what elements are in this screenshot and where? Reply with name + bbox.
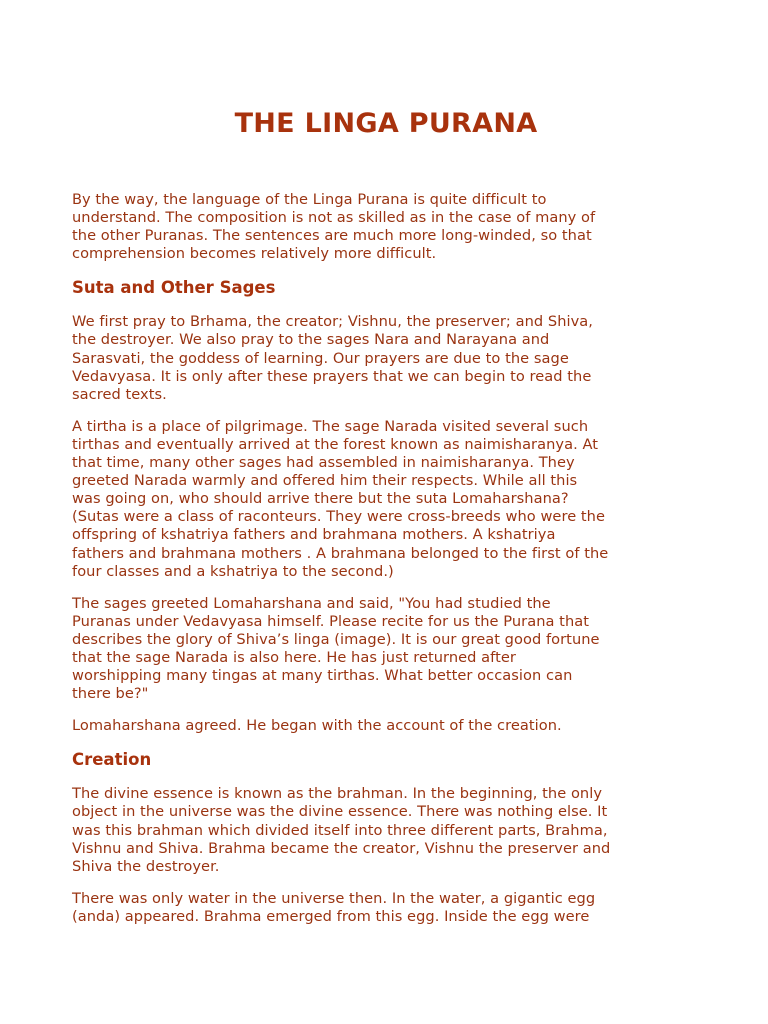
section-heading: Suta and Other Sages: [72, 278, 276, 298]
paragraph-line: understand. The composition is not as skilled as in the case of many of: [72, 209, 596, 227]
paragraph: [72, 313, 712, 403]
paragraph-line: that the sage Narada is also here. He has just returned after: [72, 648, 516, 666]
paragraph-line: the destroyer. We also pray to the sages Nara and Narayana and: [72, 331, 550, 349]
document-title: THE LINGA PURANA: [234, 108, 538, 139]
document-body: [72, 191, 712, 940]
section-heading: Creation: [72, 750, 152, 770]
paragraph-line: sacred texts.: [72, 385, 167, 403]
paragraph-line: there be?": [72, 685, 149, 703]
paragraph-line: By the way, the language of the Linga Purana is quite difficult to: [72, 191, 547, 208]
paragraph-line: Shiva the destroyer.: [72, 857, 220, 875]
paragraph-line: was this brahman which divided itself into three different parts, Brahma,: [72, 821, 608, 839]
paragraph-line: Vedavyasa. It is only after these prayers that we can begin to read the: [72, 367, 592, 385]
paragraph: [72, 595, 712, 704]
paragraph: [72, 785, 712, 875]
paragraph-line: A tirtha is a place of pilgrimage. The sage Narada visited several such: [72, 417, 589, 435]
paragraph: [72, 191, 712, 263]
paragraph-line: Vishnu and Shiva. Brahma became the creator, Vishnu the preserver and: [72, 839, 611, 857]
paragraph-line: (Sutas were a class of raconteurs. They were cross-breeds who were the: [72, 508, 606, 526]
paragraph-line: four classes and a kshatriya to the second.): [72, 562, 394, 580]
paragraph-line: Puranas under Vedavyasa himself. Please recite for us the Purana that: [72, 612, 590, 630]
paragraph-line: greeted Narada warmly and offered him their respects. While all this: [72, 472, 578, 490]
paragraph-line: (anda) appeared. Brahma emerged from this egg. Inside the egg were: [72, 907, 590, 925]
paragraph-line: worshipping many tingas at many tirthas. What better occasion can: [72, 667, 573, 685]
paragraph: [72, 717, 712, 735]
paragraph-line: Lomaharshana agreed. He began with the account of the creation.: [72, 717, 562, 735]
paragraph-line: fathers and brahmana mothers . A brahmana belonged to the first of the: [72, 544, 609, 562]
paragraph-line: The divine essence is known as the brahman. In the beginning, the only: [72, 785, 603, 803]
paragraph-line: Sarasvati, the goddess of learning. Our prayers are due to the sage: [72, 349, 569, 367]
paragraph: [72, 418, 712, 581]
paragraph-line: tirthas and eventually arrived at the forest known as naimisharanya. At: [72, 435, 599, 453]
paragraph-line: The sages greeted Lomaharshana and said, "You had studied the: [72, 594, 551, 612]
paragraph-line: object in the universe was the divine essence. There was nothing else. It: [72, 803, 608, 821]
paragraph-line: comprehension becomes relatively more difficult.: [72, 245, 437, 263]
paragraph-line: There was only water in the universe then. In the water, a gigantic egg: [72, 889, 596, 907]
paragraph-line: was going on, who should arrive there but the suta Lomaharshana?: [72, 490, 569, 508]
paragraph-line: the other Puranas. The sentences are much more long-winded, so that: [72, 227, 592, 245]
paragraph-line: that time, many other sages had assembled in naimisharanya. They: [72, 454, 575, 472]
paragraph-line: describes the glory of Shiva’s linga (image). It is our great good fortune: [72, 630, 600, 648]
paragraph-line: offspring of kshatriya fathers and brahmana mothers. A kshatriya: [72, 526, 556, 544]
paragraph-line: We first pray to Brhama, the creator; Vishnu, the preserver; and Shiva,: [72, 313, 593, 331]
paragraph: [72, 890, 712, 926]
